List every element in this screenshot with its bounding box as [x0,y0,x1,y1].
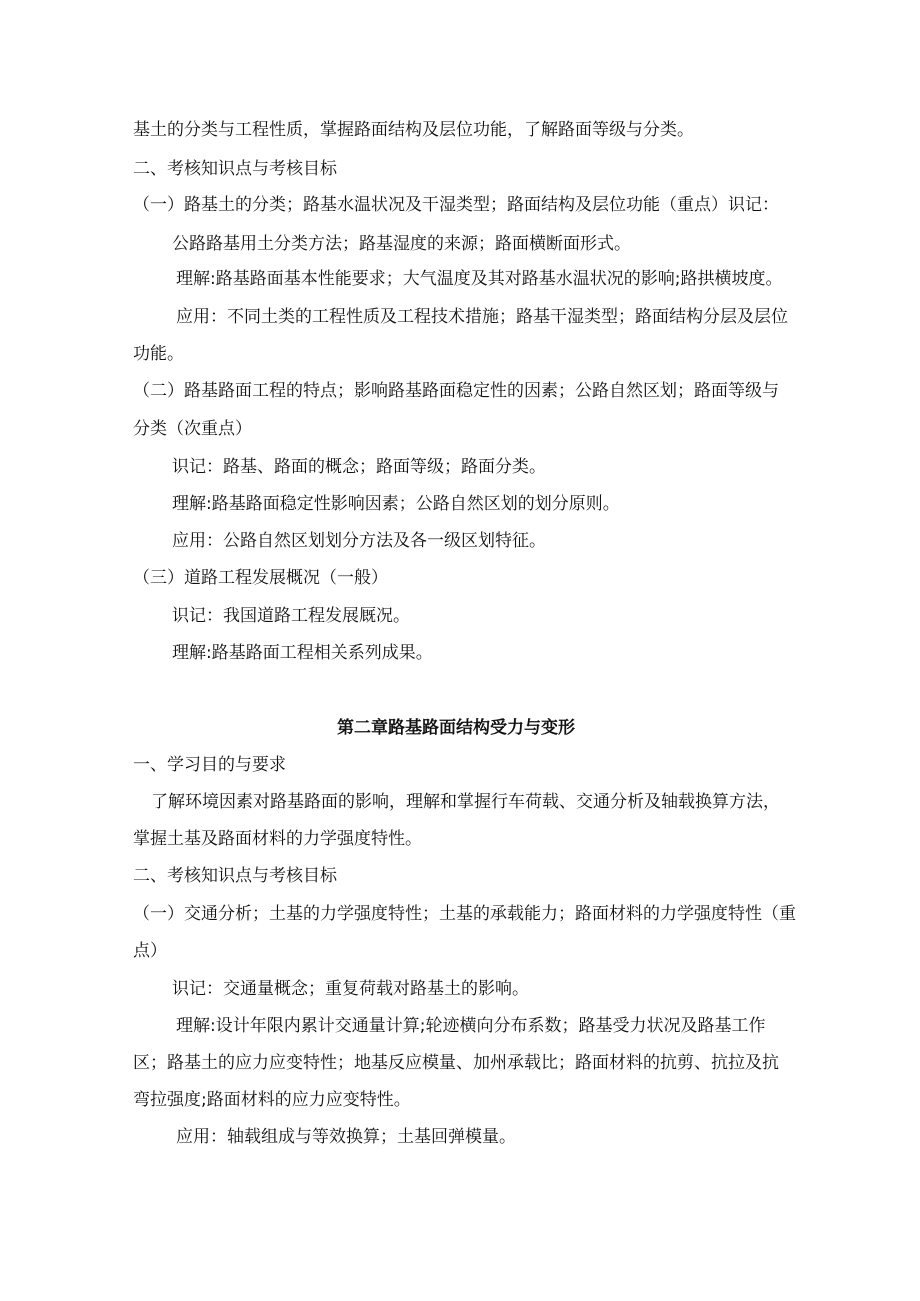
text-line: 功能。 [133,344,184,364]
text-line: 公路路基用土分类方法；路基湿度的来源；路面横断面形式。 [172,234,631,254]
text-line: 基土的分类与工程性质，掌握路面结构及层位功能，了解路面等级与分类。 [133,120,694,140]
text-line: 理解:设计年限内累计交通量计算;轮迹横向分布系数；路基受力状况及路基工作 [176,1016,766,1036]
text-line: 应用：不同土类的工程性质及工程技术措施；路基干湿类型；路面结构分层及层位 [176,307,788,327]
section-heading: 二、考核知识点与考核目标 [133,866,337,886]
subsection-heading: （一）路基土的分类；路基水温状况及干湿类型；路面结构及层位功能（重点）识记： [133,195,779,215]
section-heading: 一、学习目的与要求 [133,755,286,775]
subsection-heading: 分类（次重点） [133,419,252,439]
subsection-heading: （一）交通分析；土基的力学强度特性；土基的承载能力；路面材料的力学强度特性（重 [133,904,796,924]
text-line: 弯拉强度;路面材料的应力应变特性。 [133,1090,411,1110]
text-line: 识记：交通量概念；重复荷载对路基土的影响。 [172,979,529,999]
chapter-title: 第二章路基路面结构受力与变形 [337,718,575,738]
subsection-heading: （二）路基路面工程的特点；影响路基路面稳定性的因素；公路自然区划；路面等级与 [133,381,779,401]
text-line: 识记：我国道路工程发展厩况。 [172,606,410,626]
text-line: 掌握土基及路面材料的力学强度特性。 [133,829,422,849]
subsection-heading: （三）道路工程发展概况（一般） [133,568,388,588]
text-line: 理解:路基路面工程相关系列成果。 [172,643,433,663]
text-line: 应用：轴载组成与等效换算；土基回弹模量。 [176,1127,516,1147]
text-line: 理解:路基路面稳定性影响因素；公路自然区划的划分原则。 [172,494,620,514]
subsection-heading: 点） [133,941,167,961]
text-line: 理解:路基路面基本性能要求；大气温度及其对路基水温状况的影响;路拱横坡度。 [176,269,783,289]
text-line: 了解环境因素对路基路面的影响，理解和掌握行车荷载、交通分析及轴载换算方法， [151,792,780,812]
text-line: 区；路基土的应力应变特性；地基反应模量、加州承载比；路面材料的抗剪、抗拉及抗 [133,1053,779,1073]
text-line: 应用：公路自然区划划分方法及各一级区划特征。 [172,531,546,551]
section-heading: 二、考核知识点与考核目标 [133,159,337,179]
text-line: 识记：路基、路面的概念；路面等级；路面分类。 [172,457,546,477]
